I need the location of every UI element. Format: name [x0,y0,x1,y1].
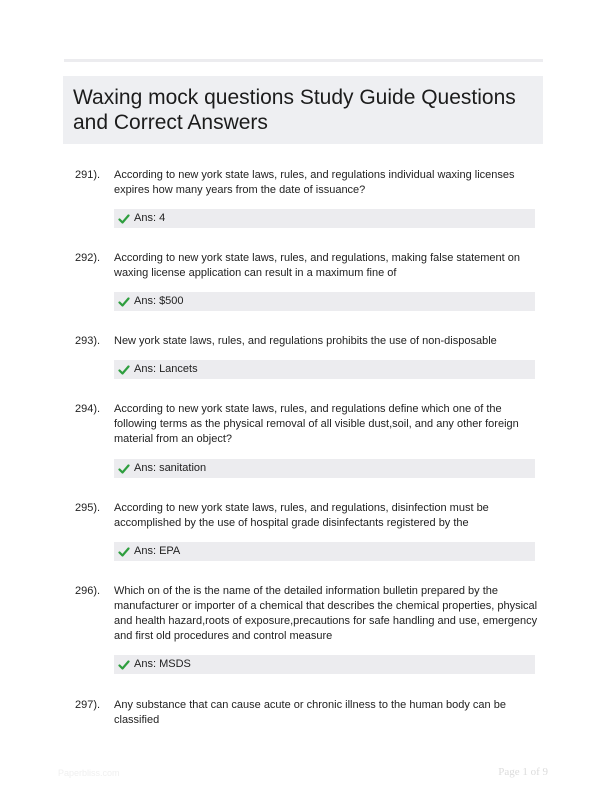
question-number: 294). [75,403,101,415]
question-number: 293). [75,335,101,347]
answer-text: Ans: 4 [134,212,166,224]
check-icon [118,546,130,558]
check-icon [118,213,130,225]
question-text: New york state laws, rules, and regulations prohibits the use of non-disposable [114,335,497,347]
question-number: 291). [75,169,101,181]
question-text: According to new york state laws, rules, and regulations define which one of the following terms as the physical removal of all visible dust,soil, and any other foreign material from an object? [114,403,519,445]
answer-box [114,360,535,379]
answer-text: Ans: MSDS [134,658,191,670]
answer-box [114,459,535,478]
answer-box [114,209,535,228]
question-number: 297). [75,699,101,711]
question-number: 295). [75,502,101,514]
question-text: According to new york state laws, rules, and regulations, making false statement on waxing license application can result in a maximum fine of [114,252,520,279]
answer-text: Ans: Lancets [134,363,198,375]
question-text: According to new york state laws, rules, and regulations individual waxing licenses expires how many years from the date of issuance? [114,169,515,196]
answer-text: Ans: $500 [134,295,184,307]
footer-page-number: Page 1 of 9 [498,766,548,778]
question-number: 296). [75,585,101,597]
check-icon [118,296,130,308]
answer-box [114,655,535,674]
document-title: Waxing mock questions Study Guide Questions and Correct Answers [73,86,516,134]
answer-box [114,292,535,311]
answer-text: Ans: EPA [134,545,181,557]
check-icon [118,659,130,671]
answer-text: Ans: sanitation [134,462,207,474]
question-text: According to new york state laws, rules, and regulations, disinfection must be accomplished by the use of hospital grade disinfectants registered by the [114,502,489,529]
question-number: 292). [75,252,101,264]
top-divider [64,59,543,62]
title-box [63,76,543,144]
check-icon [118,364,130,376]
check-icon [118,463,130,475]
answer-box [114,542,535,561]
footer-site: Paperbliss.com [58,768,120,778]
question-text: Which on of the is the name of the detailed information bulletin prepared by the manufacturer or importer of a chemical that describes the chemical properties, physical and health hazard,roots of exposure,precautions for safe handling and use, emergency and first old procedures and control measure [114,585,538,642]
question-text: Any substance that can cause acute or chronic illness to the human body can be classified [114,699,506,726]
